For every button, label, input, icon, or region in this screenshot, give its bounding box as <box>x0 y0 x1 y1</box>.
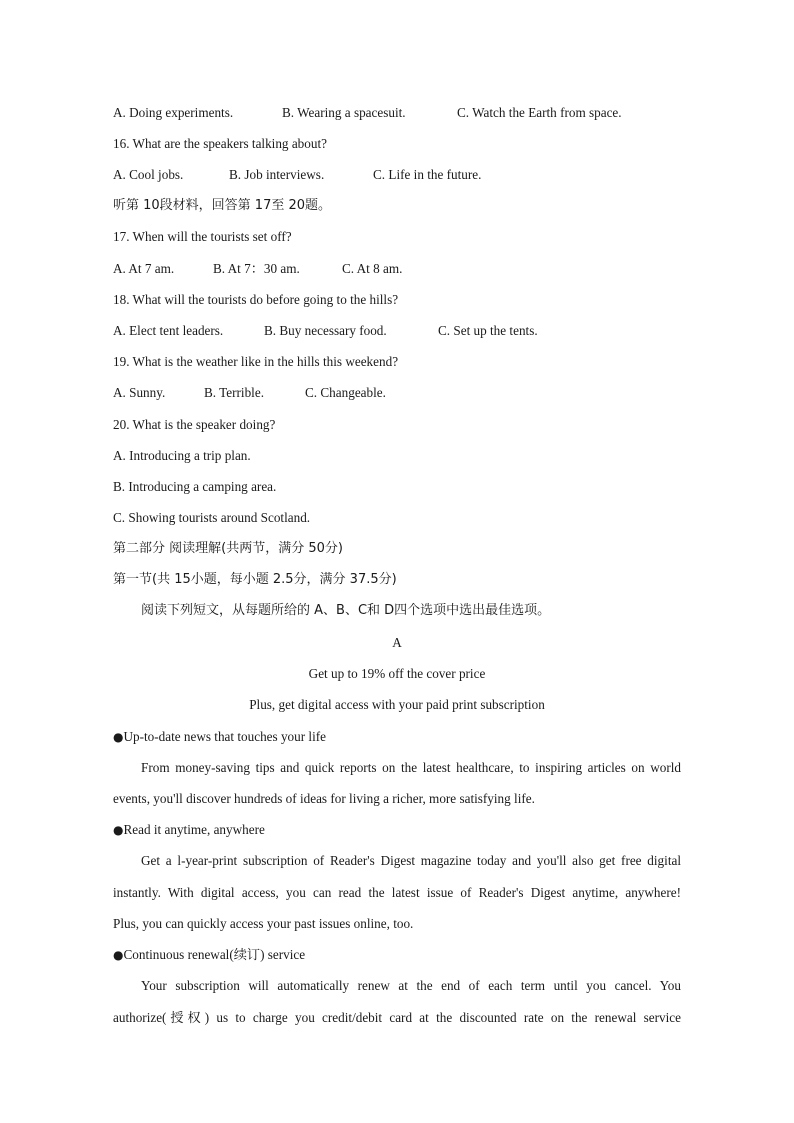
bullet-1-text: Up-to-date news that touches your life <box>123 729 326 744</box>
q17-stem: 17. When will the tourists set off? <box>113 229 292 244</box>
q18-option-b: B. Buy necessary food. <box>264 323 387 338</box>
bullet-dot-icon: ● <box>113 730 124 744</box>
reading-instruction: 阅读下列短文，从每题所给的 A、B、C和 D四个选项中选出最佳选项。 <box>141 603 551 618</box>
para1-line2: events, you'll discover hundreds of ideas for living a richer, more satisfying life. <box>113 791 535 806</box>
q19-stem: 19. What is the weather like in the hills this weekend? <box>113 354 399 369</box>
para2-line1: Get a l-year-print subscription of Reader's Digest magazine today and you'll also get free digital <box>141 853 681 868</box>
section1-title: 第一节(共 15小题，每小题 2.5分，满分 37.5分) <box>113 572 397 587</box>
q16-option-c: C. Life in the future. <box>373 167 482 182</box>
para3-line1: Your subscription will automatically renew at the end of each term until you cancel. You <box>141 978 681 993</box>
q17-option-a: A. At 7 am. <box>113 261 175 276</box>
bullet-2 <box>113 821 265 839</box>
q20-option-c: C. Showing tourists around Scotland. <box>113 510 311 525</box>
passage-subhead: Plus, get digital access with your paid print subscription <box>249 697 545 712</box>
bullet-3-text: Continuous renewal(续订) service <box>123 947 306 962</box>
q20-option-a: A. Introducing a trip plan. <box>113 448 251 463</box>
bullet-dot-icon: ● <box>113 948 124 962</box>
q15-option-b: B. Wearing a spacesuit. <box>282 105 406 120</box>
q17-option-c: C. At 8 am. <box>342 261 403 276</box>
part2-title: 第二部分 阅读理解(共两节，满分 50分) <box>113 541 343 556</box>
bullet-1 <box>113 728 326 746</box>
q15-option-a: A. Doing experiments. <box>113 105 234 120</box>
q19-option-a: A. Sunny. <box>113 385 166 400</box>
q18-option-c: C. Set up the tents. <box>438 323 538 338</box>
para2-line2: instantly. With digital access, you can read the latest issue of Reader's Digest anytime, anywhere! <box>113 885 681 900</box>
q19-option-b: B. Terrible. <box>204 385 264 400</box>
q20-stem: 20. What is the speaker doing? <box>113 417 276 432</box>
q19-option-c: C. Changeable. <box>305 385 386 400</box>
bullet-2-text: Read it anytime, anywhere <box>123 822 265 837</box>
para2-line3: Plus, you can quickly access your past issues online, too. <box>113 916 414 931</box>
para1-line1: From money-saving tips and quick reports on the latest healthcare, to inspiring articles on world <box>141 760 681 775</box>
q16-option-a: A. Cool jobs. <box>113 167 184 182</box>
q16-option-b: B. Job interviews. <box>229 167 325 182</box>
section10-intro: 听第 10段材料，回答第 17至 20题。 <box>113 198 332 213</box>
passage-headline: Get up to 19% off the cover price <box>308 666 486 681</box>
q15-option-c: C. Watch the Earth from space. <box>457 105 622 120</box>
q18-option-a: A. Elect tent leaders. <box>113 323 224 338</box>
q20-option-b: B. Introducing a camping area. <box>113 479 277 494</box>
q16-stem: 16. What are the speakers talking about? <box>113 136 327 151</box>
q17-option-b: B. At 7：30 am. <box>213 261 300 276</box>
bullet-dot-icon: ● <box>113 823 124 837</box>
bullet-3 <box>113 946 305 964</box>
passage-label: A <box>392 635 402 650</box>
q18-stem: 18. What will the tourists do before going to the hills? <box>113 292 399 307</box>
para3-line2: authorize(授权) us to charge you credit/debit card at the discounted rate on the renewal service <box>113 1010 681 1025</box>
